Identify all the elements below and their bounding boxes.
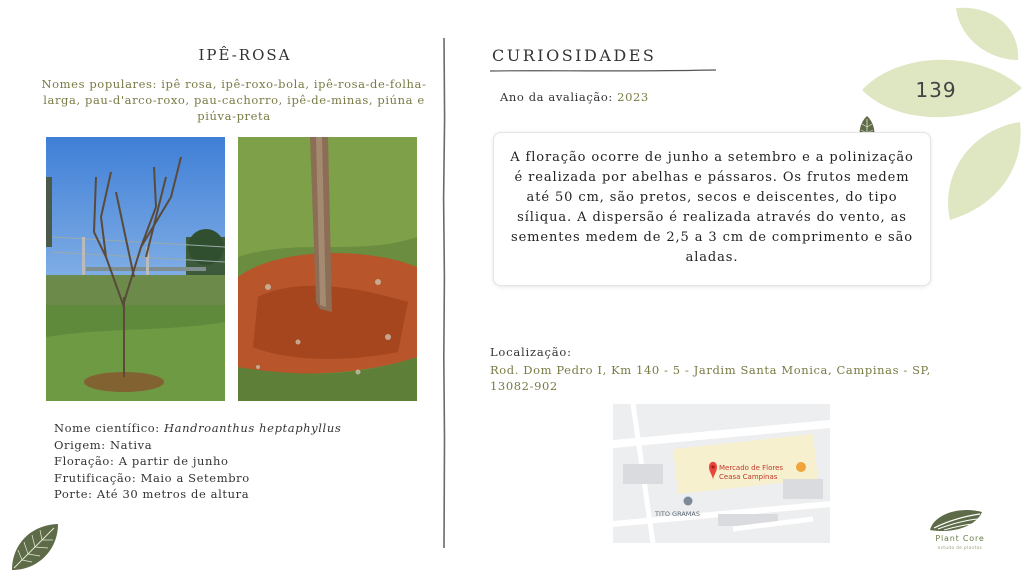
scientific-name-row [54, 420, 341, 437]
origin-row [54, 437, 341, 454]
origin-label: Origem: [54, 437, 106, 452]
location-address: Rod. Dom Pedro I, Km 140 - 5 - Jardim Santa Monica, Campinas - SP, 13082-902 [490, 363, 931, 393]
photo-young-tree [46, 137, 225, 401]
fruiting-label: Frutificação: [54, 470, 137, 485]
column-divider [441, 38, 447, 548]
popular-names-value: ipê rosa, ipê-roxo-bola, ipê-rosa-de-folha-larga, pau-d'arco-roxo, pau-cachorro, ipê-de-minas, piúna e piúva-preta [43, 77, 427, 123]
popular-names [40, 76, 428, 124]
popular-names-label: Nomes populares: [41, 77, 158, 91]
map-poi-food-icon [796, 462, 806, 472]
map-poi-label: TITO GRAMAS [655, 510, 700, 518]
map-place-line2: Ceasa Campinas [719, 473, 778, 481]
decorative-leaf-bottom-left [8, 520, 62, 572]
fruiting-row [54, 470, 341, 487]
flowering-label: Floração: [54, 454, 115, 468]
evaluation-year-label: Ano da avaliação: [500, 90, 613, 104]
photo-trunk-closeup [238, 137, 417, 401]
size-value: Até 30 metros de altura [96, 487, 250, 501]
species-facts [54, 420, 341, 503]
brand-name: Plant Core [935, 534, 985, 543]
map-place-line1: Mercado de Flores [719, 464, 784, 472]
scientific-name-label: Nome científico: [54, 421, 160, 435]
curiosities-text: A floração ocorre de junho a setembro e a polinização é realizada por abelhas e pássaros. Os frutos medem até 50 cm, são pretos, secos e deiscentes, do tipo síliqua. A dispersão é realizada através do vento, as sementes medem de 2,5 a 3 cm de comprimento e são aladas. [510, 150, 914, 265]
page-number: 139 [915, 78, 957, 102]
flowering-value: A partir de junho [118, 454, 229, 468]
map-poi-marker-icon [684, 497, 693, 506]
curiosities-title: CURIOSIDADES [492, 46, 657, 65]
flowering-row [54, 453, 341, 470]
scientific-name-value: Handroanthus heptaphyllus [164, 421, 342, 435]
size-row [54, 486, 341, 503]
size-label: Porte: [54, 487, 93, 501]
evaluation-year-value: 2023 [617, 90, 649, 104]
evaluation-year [500, 90, 649, 104]
curiosities-underline [490, 67, 716, 75]
species-title: IPÊ-ROSA [198, 46, 292, 64]
fruiting-value: Maio a Setembro [140, 470, 250, 485]
origin-value: Nativa [110, 437, 153, 452]
brand-tagline: estudo de plantas [937, 545, 983, 550]
location-label: Localização: [490, 345, 572, 359]
location-map[interactable] [613, 404, 830, 543]
